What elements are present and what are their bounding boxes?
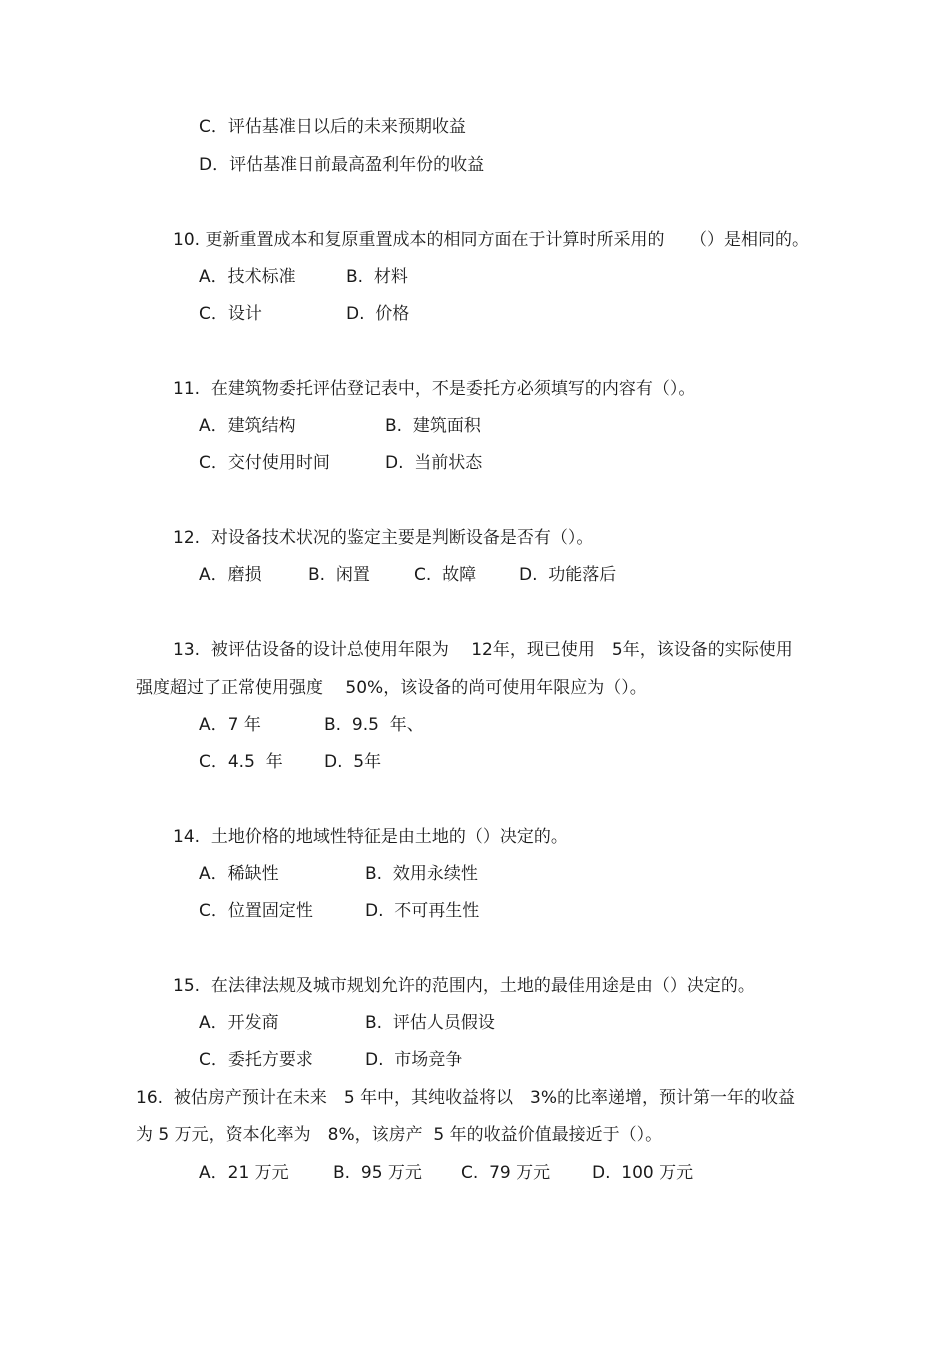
q10-option-c: C．设计 [199, 304, 262, 324]
q16-option-b: B. 95 万元 [333, 1163, 422, 1183]
q13-option-b: B. 9.5 年、 [324, 715, 424, 735]
q14-stem: 14. 土地价格的地域性特征是由土地的（）决定的。 [173, 827, 568, 847]
q16-stem-line2: 为 5 万元，资本化率为 8%，该房产 5 年的收益价值最接近于（）。 [136, 1125, 663, 1145]
q9-option-c: C．评估基准日以后的未来预期收益 [199, 117, 466, 137]
q15-option-b: B. 评估人员假设 [365, 1013, 495, 1033]
q10-option-d: D. 价格 [346, 304, 410, 324]
q11-option-b: B. 建筑面积 [385, 416, 481, 436]
q16-option-a: A．21 万元 [199, 1163, 289, 1183]
q11-option-d: D. 当前状态 [385, 453, 483, 473]
q11-stem: 11. 在建筑物委托评估登记表中，不是委托方必须填写的内容有（）。 [173, 379, 696, 399]
q13-stem-line1: 13. 被评估设备的设计总使用年限为 12年，现已使用 5年，该设备的实际使用 [173, 640, 793, 660]
q10-option-a: A．技术标准 [199, 267, 296, 287]
q14-option-c: C．位置固定性 [199, 901, 313, 921]
q13-option-a: A．7 年 [199, 715, 261, 735]
q15-stem: 15. 在法律法规及城市规划允许的范围内，土地的最佳用途是由（）决定的。 [173, 976, 755, 996]
q16-option-d: D. 100 万元 [592, 1163, 694, 1183]
q14-option-a: A．稀缺性 [199, 864, 279, 884]
q9-option-d: D．评估基准日前最高盈利年份的收益 [199, 155, 485, 175]
q12-stem: 12. 对设备技术状况的鉴定主要是判断设备是否有（）。 [173, 528, 594, 548]
q15-option-a: A．开发商 [199, 1013, 279, 1033]
q12-option-b: B. 闲置 [308, 565, 370, 585]
q13-option-d: D. 5年 [324, 752, 382, 772]
q16-stem-line1: 16. 被估房产预计在未来 5 年中，其纯收益将以 3%的比率递增，预计第一年的收益 [136, 1088, 796, 1108]
q12-option-d: D. 功能落后 [519, 565, 617, 585]
q12-option-a: A．磨损 [199, 565, 262, 585]
q13-stem-line2: 强度超过了正常使用强度 50%，该设备的尚可使用年限应为（）。 [136, 678, 647, 698]
q16-option-c: C. 79 万元 [461, 1163, 551, 1183]
q15-option-d: D. 市场竞争 [365, 1050, 463, 1070]
q12-option-c: C. 故障 [414, 565, 477, 585]
q14-option-b: B. 效用永续性 [365, 864, 478, 884]
q11-option-a: A．建筑结构 [199, 416, 296, 436]
q10-option-b: B. 材料 [346, 267, 408, 287]
q11-option-c: C．交付使用时间 [199, 453, 330, 473]
q15-option-c: C．委托方要求 [199, 1050, 313, 1070]
q14-option-d: D. 不可再生性 [365, 901, 480, 921]
q10-stem: 10. 更新重置成本和复原重置成本的相同方面在于计算时所采用的 （）是相同的。 [173, 230, 809, 250]
q13-option-c: C．4.5 年 [199, 752, 283, 772]
